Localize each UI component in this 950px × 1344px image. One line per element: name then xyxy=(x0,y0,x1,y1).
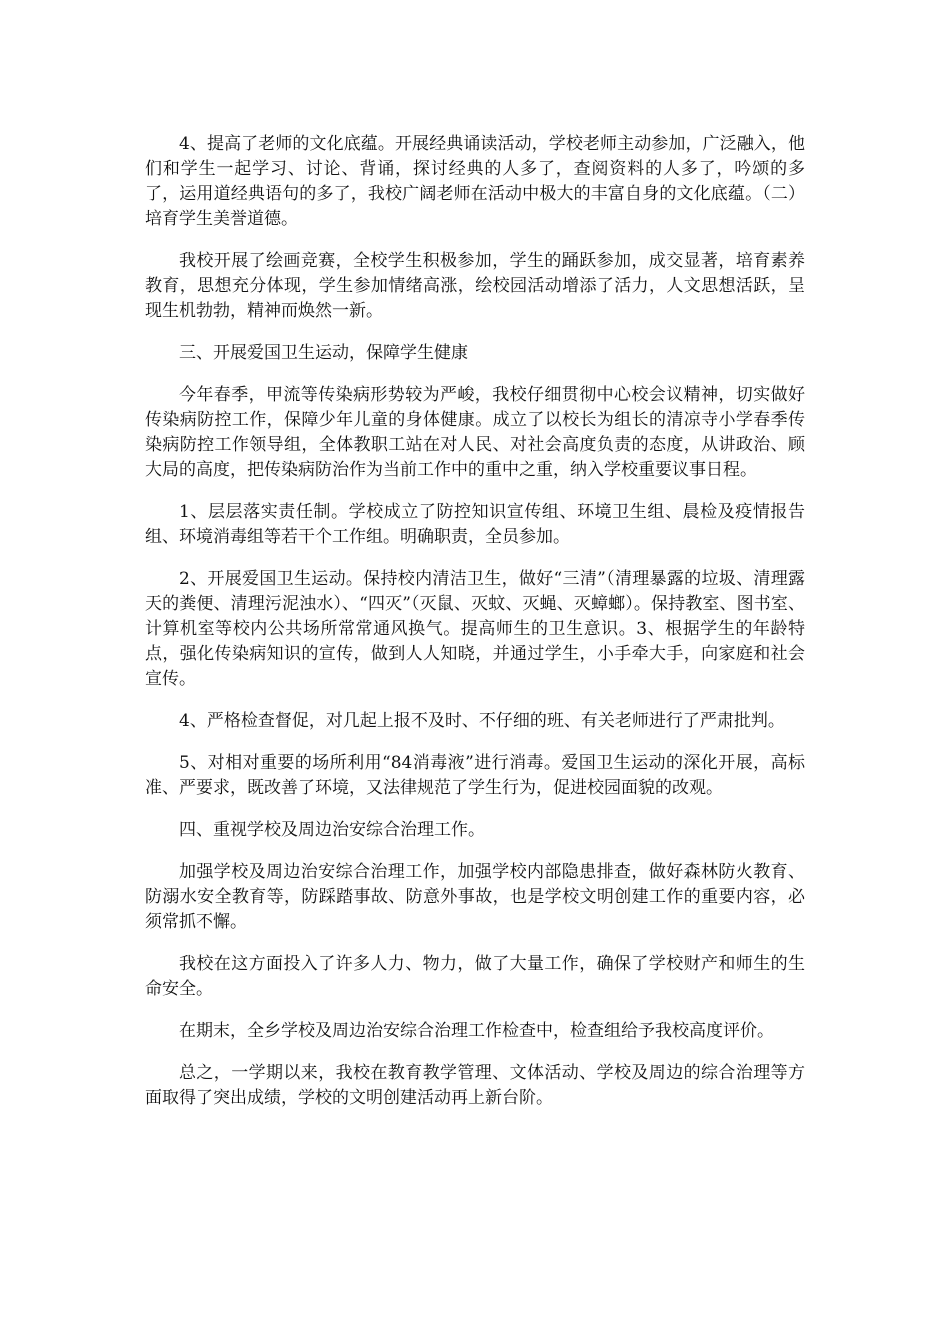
document-body xyxy=(145,132,805,1128)
paragraph-epidemic-prevention: 今年春季，甲流等传染病形势较为严峻，我校仔细贯彻中心校会议精神，切实做好传染病防控工作，保障少年儿童的身体健康。成立了以校长为组长的清凉寺小学春季传染病防控工作领导组，全体教职工站在对人民、对社会高度负责的态度，从讲政治、顾大局的高度，把传染病防治作为当前工作中的重中之重，纳入学校重要议事日程。 xyxy=(145,385,805,480)
paragraph-teacher-culture: 4、提高了老师的文化底蕴。开展经典诵读活动，学校老师主动参加，广泛融入，他们和学生一起学习、讨论、背诵，探讨经典的人多了，查阅资料的人多了，吟颂的多了，运用道经典语句的多了，我校广阔老师在活动中极大的丰富自身的文化底蕴。（二）培育学生美誉道德。 xyxy=(145,134,805,229)
paragraph-evaluation: 在期末，全乡学校及周边治安综合治理工作检查中，检查组给予我校高度评价。 xyxy=(179,1021,774,1041)
section-heading-security: 四、重视学校及周边治安综合治理工作。 xyxy=(179,820,485,840)
paragraph-summary: 总之，一学期以来，我校在教育教学管理、文体活动、学校及周边的综合治理等方面取得了突出成绩，学校的文明创建活动再上新台阶。 xyxy=(145,1063,805,1108)
section-heading-hygiene: 三、开展爱国卫生运动，保障学生健康 xyxy=(179,343,468,363)
paragraph-disinfection: 5、对相对重要的场所利用“84消毒液”进行消毒。爱国卫生运动的深化开展，高标准、严要求，既改善了环境，又法律规范了学生行为，促进校园面貌的改观。 xyxy=(145,753,805,798)
paragraph-hygiene-campaign: 2、开展爱国卫生运动。保持校内清洁卫生，做好“三清”（清理暴露的垃圾、清理露天的粪便、清理污泥浊水）、“四灭”（灭鼠、灭蚊、灭蝇、灭蟑螂）。保持教室、图书室、计算机室等校内公共场所常常通风换气。提高师生的卫生意识。3、根据学生的年龄特点，强化传染病知识的宣传，做到人人知晓，并通过学生，小手牵大手，向家庭和社会宣传。 xyxy=(145,569,805,689)
paragraph-inspection: 4、严格检查督促，对几起上报不及时、不仔细的班、有关老师进行了严肃批判。 xyxy=(179,711,785,731)
paragraph-safety-education: 加强学校及周边治安综合治理工作，加强学校内部隐患排查，做好森林防火教育、防溺水安全教育等，防踩踏事故、防意外事故，也是学校文明创建工作的重要内容，必须常抓不懈。 xyxy=(145,862,805,932)
paragraph-responsibility: 1、层层落实责任制。学校成立了防控知识宣传组、环境卫生组、晨检及疫情报告组、环境消毒组等若干个工作组。明确职责，全员参加。 xyxy=(145,502,805,547)
paragraph-investment: 我校在这方面投入了许多人力、物力，做了大量工作，确保了学校财产和师生的生命安全。 xyxy=(145,954,805,999)
paragraph-painting-contest: 我校开展了绘画竞赛，全校学生积极参加，学生的踊跃参加，成交显著，培育素养教育，思想充分体现，学生参加情绪高涨，绘校园活动增添了活力，人文思想活跃，呈现生机勃勃，精神而焕然一新。 xyxy=(145,251,805,321)
